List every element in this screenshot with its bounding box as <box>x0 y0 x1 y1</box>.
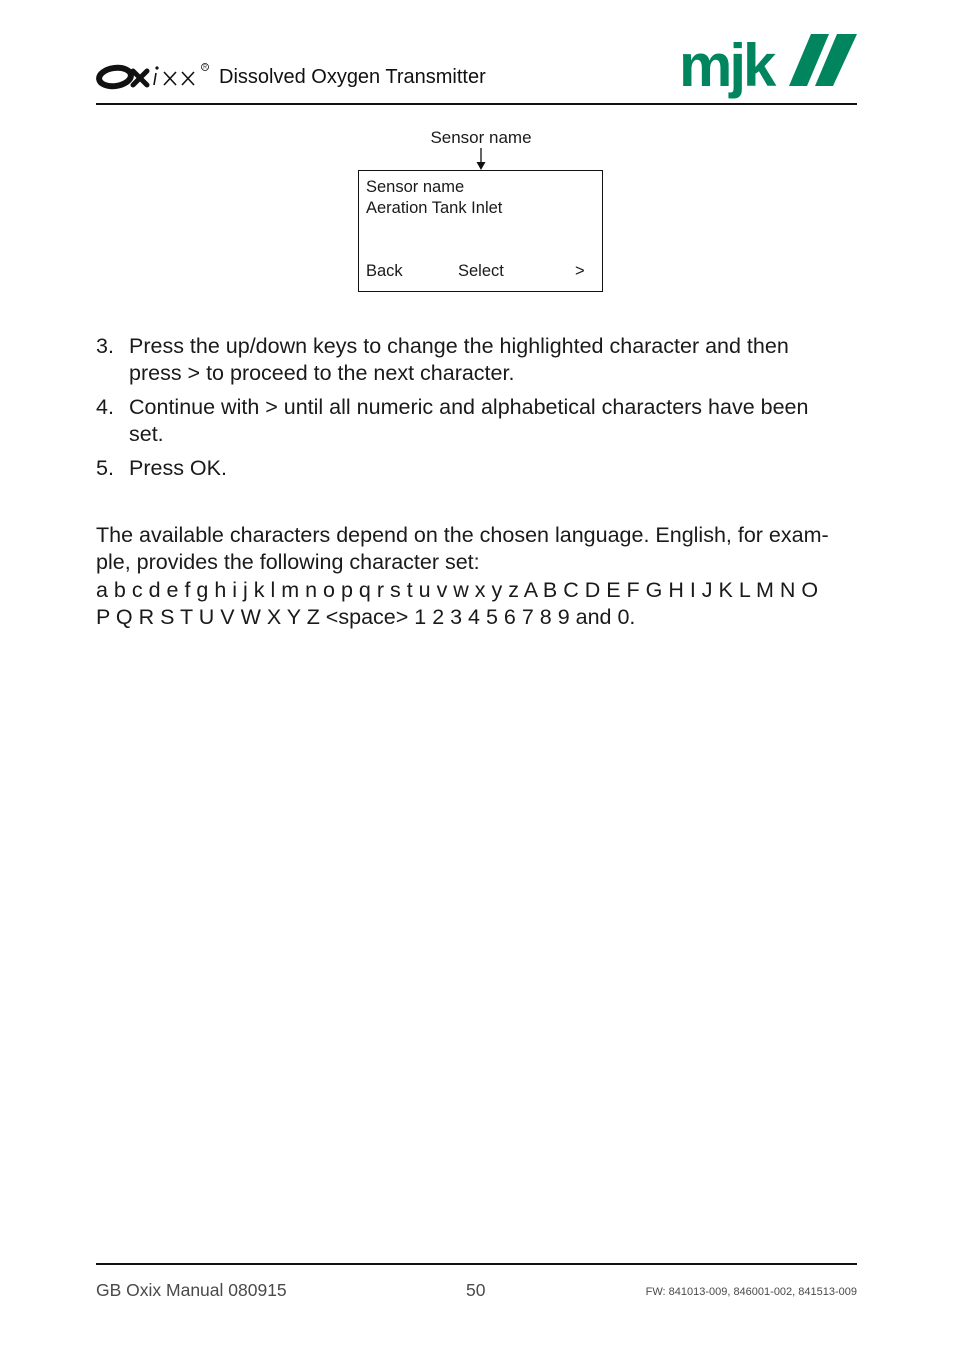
softkey-back-label: Back <box>366 262 403 280</box>
step-item <box>96 394 856 450</box>
step-item <box>96 333 856 389</box>
step-item <box>96 455 856 483</box>
step-text-line: set. <box>129 422 164 446</box>
step-text-line: press > to proceed to the next character. <box>129 361 515 385</box>
page-number: 50 <box>466 1280 486 1300</box>
oxix-logo <box>96 60 212 92</box>
header-divider <box>96 103 857 105</box>
firmware-info: FW: 841013-009, 846001-002, 841513-009 <box>645 1286 857 1298</box>
step-number: 4. <box>96 395 114 419</box>
character-set-line: a b c d e f g h i j k l m n o p q r s t u v w x y z A B C D E F G H I J K L M N O <box>96 578 819 602</box>
paragraph-line: The available characters depend on the chosen language. English, for exam- <box>96 523 829 547</box>
display-line-1: Sensor name <box>366 178 465 196</box>
softkey-next-label: > <box>575 262 585 280</box>
header-title: Dissolved Oxygen Transmitter <box>219 66 486 88</box>
step-text-line: Press the up/down keys to change the highlighted character and then <box>129 334 789 358</box>
mjk-logo <box>679 30 859 102</box>
svg-text:mjk: mjk <box>679 32 774 99</box>
paragraph-line: ple, provides the following character set: <box>96 550 480 574</box>
character-set-line: P Q R S T U V W X Y Z <space> 1 2 3 4 5 6 7 8 9 and 0. <box>96 605 636 629</box>
step-text <box>129 455 854 482</box>
arrow-label: Sensor name <box>430 128 532 147</box>
step-number: 3. <box>96 334 114 358</box>
footer-divider <box>96 1263 857 1265</box>
pointer-arrow-icon <box>474 148 488 172</box>
step-text <box>129 394 854 448</box>
svg-text:R: R <box>203 64 207 71</box>
display-line-2: Aeration Tank Inlet <box>366 199 503 217</box>
step-text <box>129 333 854 387</box>
step-text-line: Continue with > until all numeric and alphabetical characters have been <box>129 395 809 419</box>
softkey-select-label: Select <box>458 262 504 280</box>
footer-manual-title: GB Oxix Manual 080915 <box>96 1280 287 1300</box>
step-text-line: Press OK. <box>129 456 227 480</box>
step-number: 5. <box>96 456 114 480</box>
